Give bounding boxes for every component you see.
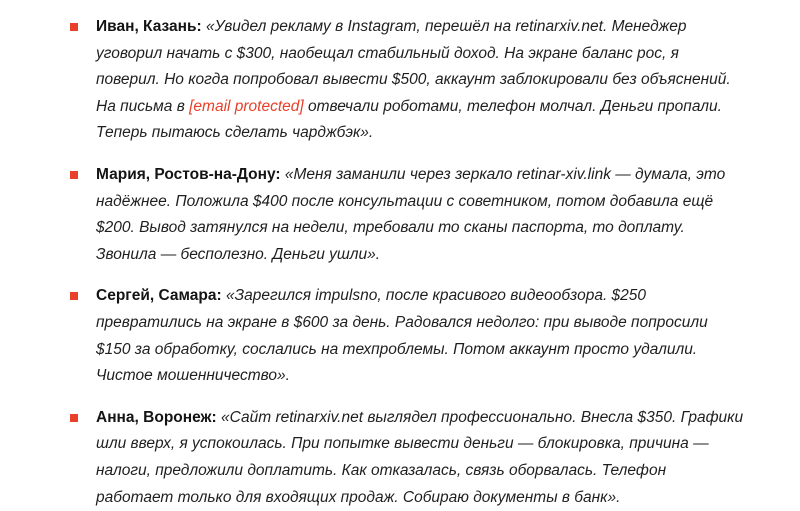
testimonial-speaker-name: Иван, Казань: [96,18,202,35]
list-item [70,162,746,268]
testimonial-quote: «Сайт retinarxiv.net выглядел профессионально. Внесла $350. Графики шли вверх, я успокоилась. При попытке вывести деньги — блокировка, причина — налоги, предложили доплатить. Как отказалась, связь оборвалась. Телефон работает только для входящих продаж. Собираю документы в банк». [96,408,744,506]
testimonial-speaker-name: Мария, Ростов-на-Дону: [96,165,281,183]
testimonial-quote: «Зарегился impulsno, после красивого видеообзора. $250 превратились на экране в $600 за день. Радовался недолго: при выводе попросили $150 за обработку, сослались на техпроблемы. Потом аккаунт просто удалили. Чистое мошенничество». [96,287,708,385]
masked-email-text: [email protected] [189,97,304,115]
quote-text-before-email: «Увидел рекламу в Instagram, перешёл на retinarxiv.net. Менеджер уговорил начать с $300, наобещал стабильный доход. На экране баланс рос, я поверил. Но когда попробовал вывести $500, аккаунт заблокировали без объяснений. На письма в [96,18,731,115]
square-bullet-icon [70,171,78,179]
testimonial-speaker-name: Сергей, Самара: [96,287,222,305]
list-item [70,14,746,147]
testimonial-quote [96,18,731,141]
square-bullet-icon [70,414,78,422]
square-bullet-icon [70,292,78,300]
list-item [70,405,746,511]
square-bullet-icon [70,23,78,31]
testimonial-speaker-name: Анна, Воронеж: [96,408,217,426]
quote-text-after-email: отвечали роботами, телефон молчал. Деньги пропали. Теперь пытаюсь сделать чарджбэк». [96,97,722,142]
list-item [70,283,746,389]
testimonial-quote: «Меня заманили через зеркало retinar-xiv.link — думала, это надёжнее. Положила $400 после консультации с советником, потом добавила ещё $200. Вывод затянулся на недели, требовали то сканы паспорта, то доплату. Звонила — бесполезно. Деньги ушли». [96,165,726,263]
